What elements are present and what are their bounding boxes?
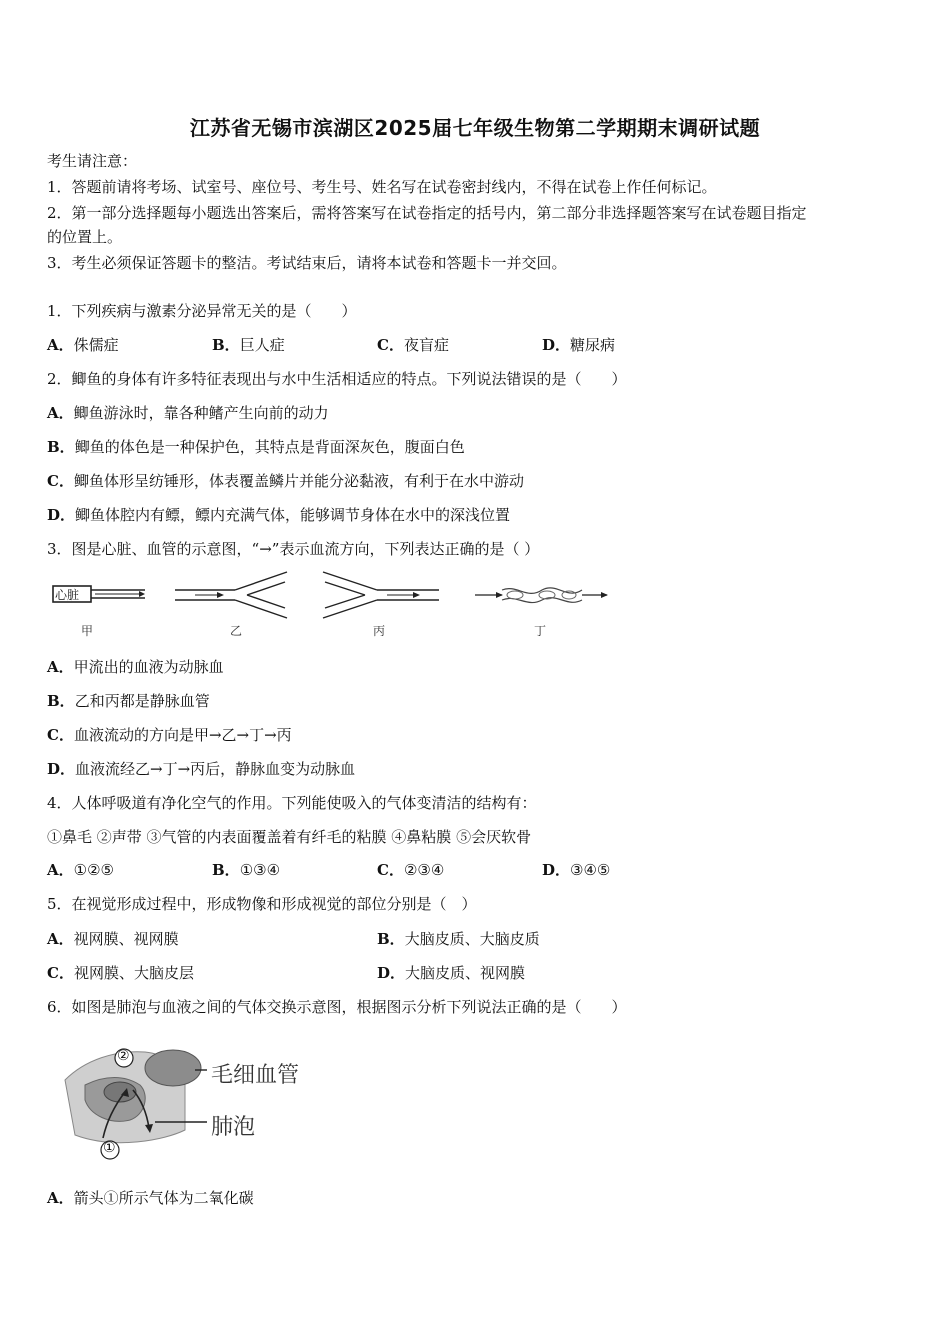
option-text: 鲫鱼体形呈纺锤形，体表覆盖鳞片并能分泌黏液，有利于在水中游动 (73, 472, 524, 490)
option-label: D． (542, 861, 571, 879)
option-label: A． (47, 861, 74, 879)
option-label: B． (212, 336, 240, 354)
notice-item-2-cont: 的位置上。 (47, 228, 123, 246)
q4-items: ①鼻毛 ②声带 ③气管的内表面覆盖着有纤毛的粘膜 ④鼻粘膜 ⑤会厌软骨 (47, 828, 532, 846)
option-text: 视网膜、大脑皮层 (73, 964, 194, 982)
option-text: 鲫鱼游泳时，靠各种鳍产生向前的动力 (73, 404, 329, 422)
option-text: 鲫鱼的体色是一种保护色，其特点是背面深灰色，腹面白色 (74, 438, 465, 456)
option-text: 侏儒症 (73, 336, 119, 354)
option-text: 大脑皮质、大脑皮质 (404, 930, 540, 948)
q1-option-b (212, 335, 285, 355)
option-text: 乙和丙都是静脉血管 (74, 692, 210, 710)
q6-alveolus-figure (55, 1040, 325, 1165)
q3-option-c (47, 725, 292, 745)
option-label: D． (47, 506, 76, 524)
q4-option-d (542, 860, 610, 880)
option-label: B． (377, 930, 405, 948)
q5-option-d (377, 963, 525, 983)
q1-option-d (542, 335, 615, 355)
option-text: 箭头①所示气体为二氧化碳 (73, 1189, 254, 1207)
option-label: D． (47, 760, 76, 778)
fig-label-bing: 丙 (373, 624, 386, 638)
option-text: 大脑皮质、视网膜 (405, 964, 526, 982)
option-label: B． (212, 861, 240, 879)
notice-item-3: 3．考生必须保证答题卡的整洁。考试结束后，请将本试卷和答题卡一并交回。 (47, 254, 567, 272)
option-text: ①②⑤ (73, 861, 114, 879)
option-label: A． (47, 930, 74, 948)
fig-label-yi: 乙 (230, 624, 243, 638)
fig-heart-label: 心脏 (55, 588, 80, 602)
notice-item-1: 1．答题前请将考场、试室号、座位号、考生号、姓名写在试卷密封线内，不得在试卷上作任何标记。 (47, 178, 717, 196)
notice-item-2: 2．第一部分选择题每小题选出答案后，需将答案写在试卷指定的括号内，第二部分非选择题答案写在试卷题目指定 (47, 204, 807, 222)
q3-option-a (47, 657, 224, 677)
option-text: ①③④ (239, 861, 281, 879)
option-label: D． (377, 964, 406, 982)
fig-mark-1: ① (103, 1140, 116, 1156)
option-label: C． (377, 336, 404, 354)
option-text: 夜盲症 (403, 336, 449, 354)
option-label: C． (47, 472, 74, 490)
q5-stem: 5．在视觉形成过程中，形成物像和形成视觉的部位分别是（ ） (47, 895, 477, 913)
option-text: 视网膜、视网膜 (73, 930, 179, 948)
fig-yi-vessel (175, 572, 287, 618)
q2-option-d (47, 505, 510, 525)
option-label: B． (47, 438, 75, 456)
option-label: A． (47, 336, 74, 354)
option-label: A． (47, 1189, 74, 1207)
fig-label-jia: 甲 (81, 624, 94, 638)
q1-option-a (47, 335, 119, 355)
q6-option-a (47, 1188, 254, 1208)
fig-capillary-label: 毛细血管 (211, 1063, 300, 1088)
q4-option-a (47, 860, 114, 880)
option-label: B． (47, 692, 75, 710)
q2-option-a (47, 403, 329, 423)
q5-option-a (47, 929, 179, 949)
q4-option-c (377, 860, 444, 880)
q1-option-c (377, 335, 449, 355)
q3-heart-vessel-figure (47, 570, 627, 640)
fig-mark-2: ② (117, 1048, 130, 1064)
q3-stem: 3．图是心脏、血管的示意图，“→”表示血流方向，下列表达正确的是（ ） (47, 540, 540, 558)
option-label: C． (47, 726, 74, 744)
q6-stem: 6．如图是肺泡与血液之间的气体交换示意图，根据图示分析下列说法正确的是（ ） (47, 998, 627, 1016)
option-text: 血液流动的方向是甲→乙→丁→丙 (73, 726, 292, 744)
fig-label-ding: 丁 (534, 624, 547, 638)
option-text: 鲫鱼体腔内有鳔，鳔内充满气体，能够调节身体在水中的深浅位置 (75, 506, 511, 524)
option-text: 糖尿病 (570, 336, 616, 354)
q5-option-b (377, 929, 540, 949)
option-label: D． (542, 336, 571, 354)
option-text: ③④⑤ (570, 861, 611, 879)
q4-option-b (212, 860, 280, 880)
q3-option-b (47, 691, 210, 711)
q1-stem: 1．下列疾病与激素分泌异常无关的是（ ） (47, 302, 357, 320)
page-title: 江苏省无锡市滨湖区2025届七年级生物第二学期期末调研试题 (189, 116, 761, 140)
option-label: C． (47, 964, 74, 982)
q5-option-c (47, 963, 194, 983)
q4-stem: 4．人体呼吸道有净化空气的作用。下列能使吸入的气体变清洁的结构有： (47, 794, 537, 812)
option-text: ②③④ (403, 861, 445, 879)
q2-option-c (47, 471, 524, 491)
option-label: A． (47, 658, 74, 676)
notice-heading: 考生请注意： (47, 152, 138, 170)
q3-option-d (47, 759, 355, 779)
option-text: 巨人症 (239, 336, 285, 354)
option-label: C． (377, 861, 404, 879)
option-label: A． (47, 404, 74, 422)
q2-stem: 2．鲫鱼的身体有许多特征表现出与水中生活相适应的特点。下列说法错误的是（ ） (47, 370, 627, 388)
fig-alveolus-label: 肺泡 (211, 1115, 256, 1140)
fig-bing-vessel (323, 572, 439, 618)
option-text: 血液流经乙→丁→丙后，静脉血变为动脉血 (75, 760, 356, 778)
option-text: 甲流出的血液为动脉血 (73, 658, 224, 676)
q2-option-b (47, 437, 465, 457)
fig-ding-capillary (475, 588, 608, 603)
